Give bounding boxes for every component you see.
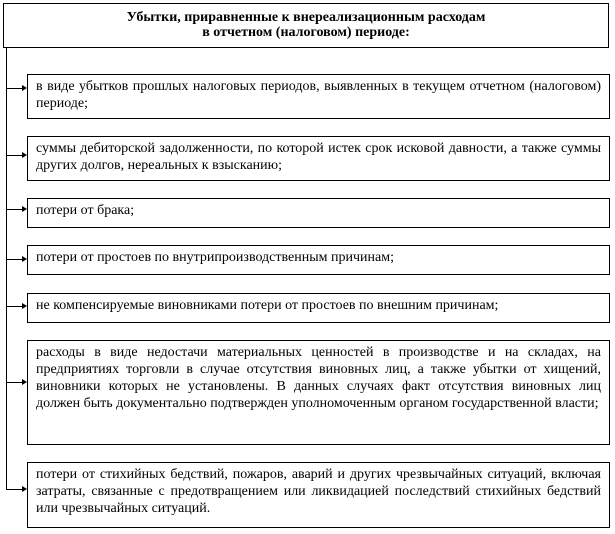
vertical-connector-line bbox=[6, 48, 7, 490]
item-box-1 bbox=[27, 74, 610, 119]
item-text-5: не компенсируемые виновниками потери от простоев по внешним причинам; bbox=[36, 298, 499, 313]
item-text-2: суммы дебиторской задолженности, по которой истек срок исковой давности, а также суммы других долгов, нереальных к взысканию; bbox=[36, 141, 601, 173]
diagram-title-box bbox=[3, 3, 609, 48]
arrow-2 bbox=[6, 155, 23, 156]
item-text-1: в виде убытков прошлых налоговых периодов, выявленных в текущем отчетном (налоговом) периоде; bbox=[36, 79, 601, 111]
arrow-4 bbox=[6, 259, 23, 260]
item-text-6: расходы в виде недостачи материальных ценностей в производстве и на складах, на предприятиях торговли в случае отсутствия виновных лиц, а также убытки от хищений, виновники которых не установлены. В данных случаях факт отсутствия виновных лиц должен быть документально подтвержден уполномоченным органом государственной власти; bbox=[36, 345, 601, 411]
item-text-4: потери от простоев по внутрипроизводственным причинам; bbox=[36, 250, 394, 265]
arrow-6 bbox=[6, 382, 23, 383]
item-box-4 bbox=[27, 245, 610, 275]
arrow-1 bbox=[6, 88, 23, 89]
item-text-3: потери от брака; bbox=[36, 203, 135, 218]
arrow-7 bbox=[6, 489, 23, 490]
item-box-7 bbox=[27, 462, 610, 528]
item-box-2 bbox=[27, 136, 610, 181]
diagram-title-line-2: в отчетном (налоговом) периоде: bbox=[202, 25, 410, 40]
diagram-title-line-1: Убытки, приравненные к внереализационным расходам bbox=[126, 10, 486, 25]
item-box-5 bbox=[27, 293, 610, 323]
item-box-3 bbox=[27, 198, 610, 228]
item-box-6 bbox=[27, 340, 610, 445]
arrow-5 bbox=[6, 306, 23, 307]
item-text-7: потери от стихийных бедствий, пожаров, аварий и других чрезвычайных ситуаций, включая затраты, связанные с предотвращением или ликвидацией последствий стихийных бедствий или чрезвычайных ситуаций. bbox=[36, 467, 601, 516]
arrow-3 bbox=[6, 209, 23, 210]
